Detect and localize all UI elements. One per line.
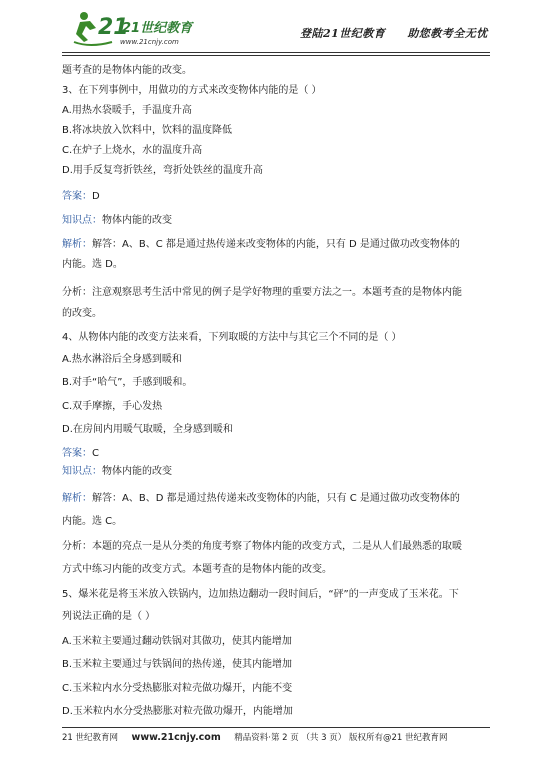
text-line: [62, 658, 292, 672]
text-line: [62, 238, 460, 252]
field-label: 解析：: [62, 493, 92, 504]
line-text: C.双手摩擦，手心发热: [62, 401, 163, 412]
text-line: [62, 104, 192, 118]
text-line: [62, 307, 102, 321]
line-text: 3、在下列事例中，用做功的方式来改变物体内能的是（ ）: [62, 85, 322, 96]
line-text: 列说法正确的是（ ）: [62, 611, 156, 622]
field-label: 答案：: [62, 191, 92, 202]
text-line: [62, 492, 460, 506]
line-text: 5、爆米花是将玉米放入铁锅内，边加热边翻动一段时间后，“砰”的一声变成了玉米花。下: [62, 589, 459, 600]
line-text: 内能。选 C。: [62, 516, 123, 527]
line-text: 方式中练习内能的改变方式。本题考查的是物体内能的改变。: [62, 564, 332, 575]
header-divider: [62, 52, 490, 53]
text-line: [62, 563, 332, 577]
text-line: [62, 64, 192, 78]
text-line: [62, 124, 232, 138]
text-line: [62, 540, 462, 554]
text-line: [62, 376, 192, 390]
line-text: 物体内能的改变: [102, 466, 172, 477]
text-line: [62, 515, 122, 529]
line-text: C: [92, 448, 99, 459]
footer-site: 21 世纪教育网: [62, 733, 119, 743]
line-text: 题考查的是物体内能的改变。: [62, 65, 192, 76]
field-label: 答案：: [62, 448, 92, 459]
text-line: [62, 144, 202, 158]
line-text: 4、从物体内能的改变方法来看，下列取暖的方法中与其它三个不同的是（ ）: [62, 332, 402, 343]
site-logo[interactable]: [70, 8, 200, 52]
line-text: 解答：A、B、D 都是通过热传递来改变物体的内能，只有 C 是通过做功改变物体的: [92, 493, 460, 504]
line-text: A.玉米粒主要通过翻动铁锅对其做功，使其内能增加: [62, 636, 292, 647]
line-text: D.玉米粒内水分受热膨胀对粒壳做功爆开，内能增加: [62, 706, 293, 717]
text-line: [62, 214, 172, 228]
line-text: 物体内能的改变: [102, 215, 172, 226]
line-text: 的改变。: [62, 308, 102, 319]
text-line: [62, 465, 172, 479]
text-line: [62, 705, 293, 719]
line-text: 分析：本题的亮点一是从分类的角度考察了物体内能的改变方式，二是从人们最熟悉的取暖: [62, 541, 462, 552]
field-label: 解析：: [62, 239, 92, 250]
line-text: D.在房间内用暖气取暖，全身感到暖和: [62, 424, 233, 435]
line-text: A.热水淋浴后全身感到暖和: [62, 354, 182, 365]
line-text: B.玉米粒主要通过与铁锅间的热传递，使其内能增加: [62, 659, 293, 670]
text-line: [62, 353, 182, 367]
text-line: [62, 190, 100, 204]
line-text: 解答：A、B、C 都是通过热传递来改变物体的内能，只有 D 是通过做功改变物体的: [92, 239, 460, 250]
line-text: B.对手“哈气”，手感到暖和。: [62, 377, 193, 388]
text-line: [62, 258, 123, 272]
line-text: A.用热水袋暖手，手温度升高: [62, 105, 192, 116]
footer-divider: [62, 727, 490, 728]
header-divider-second: [62, 55, 490, 56]
text-line: [62, 610, 155, 624]
field-label: 知识点：: [62, 466, 102, 477]
text-line: [62, 400, 162, 414]
line-text: B.将冰块放入饮料中，饮料的温度降低: [62, 125, 233, 136]
line-text: C.在炉子上烧水，水的温度升高: [62, 145, 203, 156]
footer-page-info: 精品资料·第 2 页 （共 3 页） 版权所有@21 世纪教育网: [234, 733, 448, 743]
text-line: [62, 286, 462, 300]
logo-title: 21世纪教育: [122, 21, 193, 36]
logo-url: www.21cnjy.com: [120, 38, 179, 46]
text-line: [62, 447, 99, 461]
header-slogan: [300, 25, 540, 41]
footer-url-link[interactable]: www.21cnjy.com: [131, 732, 221, 743]
svg-text:21: 21: [98, 15, 129, 40]
text-line: [62, 682, 292, 696]
text-line: [62, 84, 322, 98]
text-line: [62, 331, 402, 345]
line-text: C.玉米粒内水分受热膨胀对粒壳做功爆开，内能不变: [62, 683, 293, 694]
line-text: D: [92, 191, 100, 202]
line-text: 分析：注意观察思考生活中常见的例子是学好物理的重要方法之一。本题考查的是物体内能: [62, 287, 462, 298]
page-footer: [62, 731, 502, 743]
field-label: 知识点：: [62, 215, 102, 226]
slogan-right: 助您教考全无忧: [407, 27, 488, 40]
slogan-left: 登陆21世纪教育: [300, 27, 386, 40]
text-line: [62, 164, 263, 178]
text-line: [62, 635, 292, 649]
text-line: [62, 588, 459, 602]
text-line: [62, 423, 233, 437]
line-text: D.用手反复弯折铁丝，弯折处铁丝的温度升高: [62, 165, 263, 176]
line-text: 内能。选 D。: [62, 259, 123, 270]
